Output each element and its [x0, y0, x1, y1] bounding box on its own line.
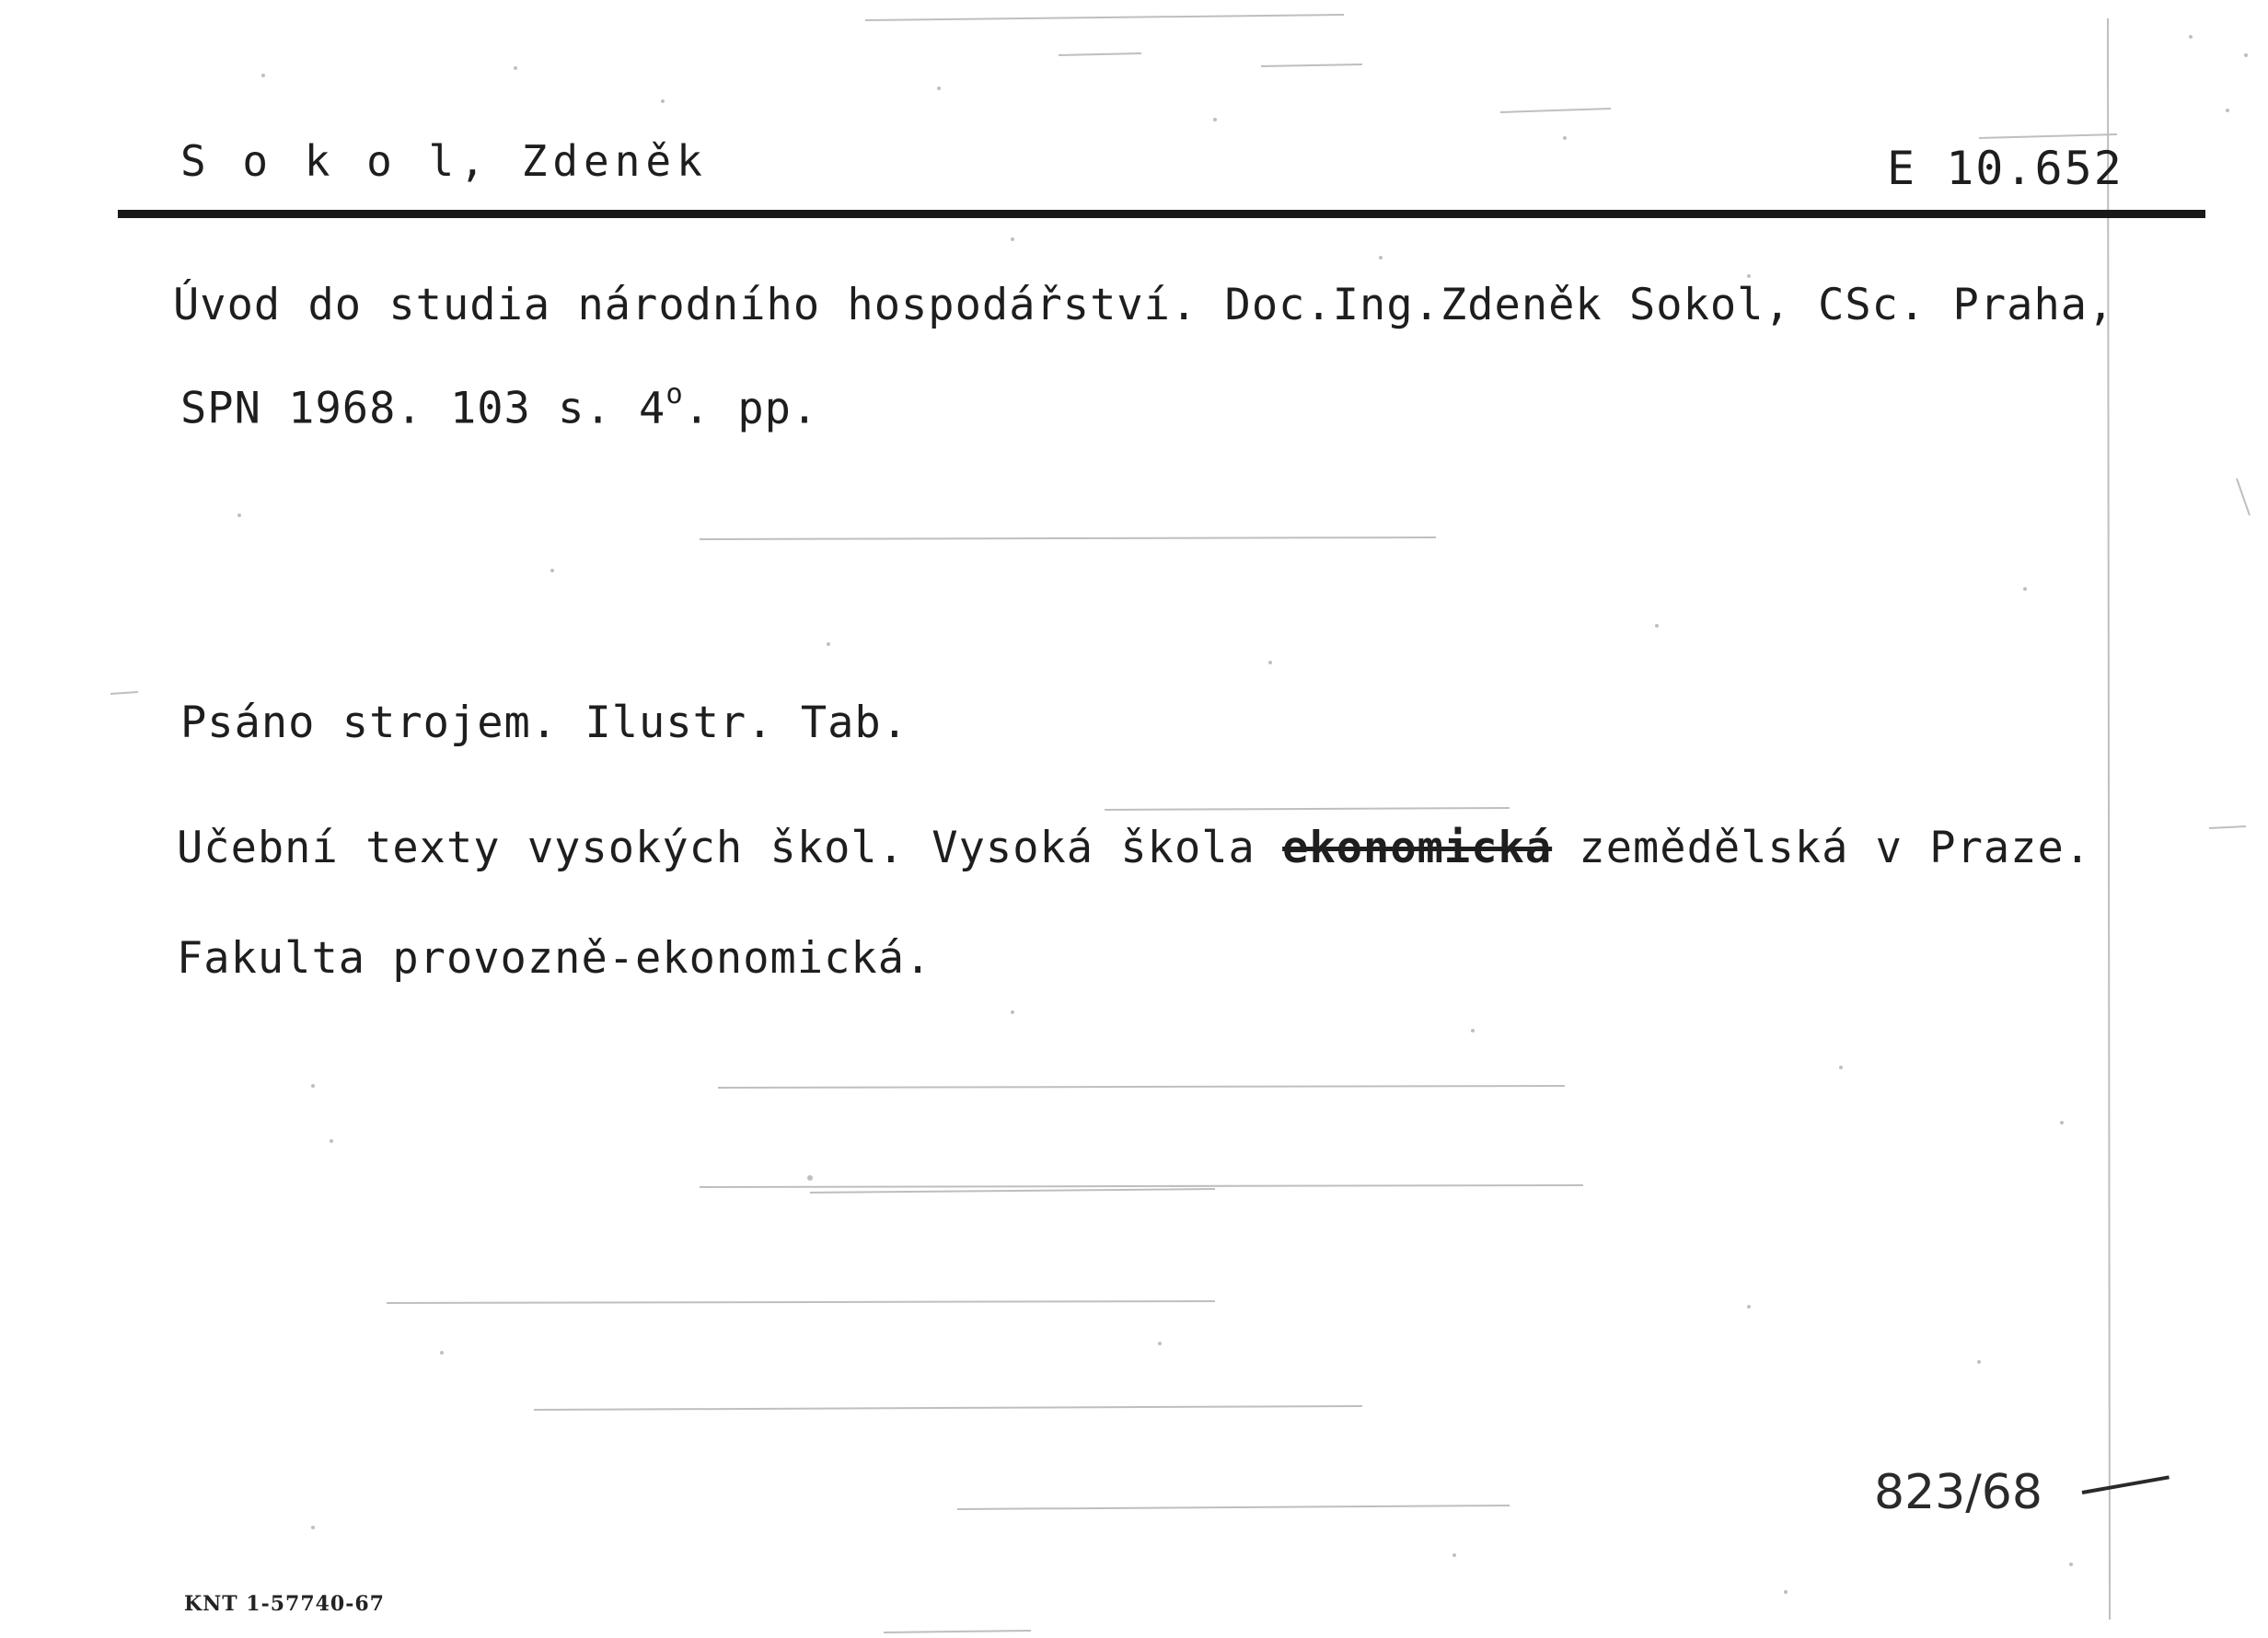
accession-number: 823/68 — [1874, 1465, 2042, 1520]
struck-out-word: ekonomická — [1282, 823, 1553, 873]
author-forename: Zdeněk — [521, 136, 708, 186]
series-note-start: Učební texty vysokých škol. Vysoká škola — [177, 823, 1283, 873]
series-note-line2: Fakulta provozně-ekonomická. — [177, 933, 932, 984]
series-note-line1 — [177, 823, 2092, 873]
physical-description-note: Psáno strojem. Ilustr. Tab. — [180, 698, 909, 748]
accession-pen-stroke — [2082, 1475, 2170, 1494]
printer-imprint: KNT 1-57740-67 — [184, 1592, 385, 1616]
title-statement-line1: Úvod do studia národního hospodářství. Doc.Ing.Zdeněk Sokol, CSc. Praha, — [173, 280, 2115, 330]
heading-rule — [118, 210, 2205, 218]
series-note-end: zemědělská v Praze. — [1552, 823, 2092, 873]
author-heading: S o k o l, Zdeněk — [180, 136, 708, 186]
shelfmark: E 10.652 — [1887, 142, 2123, 195]
imprint-line — [180, 378, 819, 434]
imprint-publisher-pagination: SPN 1968. 103 s. 4 — [180, 383, 666, 434]
author-surname: S o k o l — [180, 136, 460, 186]
imprint-tail: . pp. — [683, 383, 819, 434]
format-superscript: o — [665, 378, 684, 410]
